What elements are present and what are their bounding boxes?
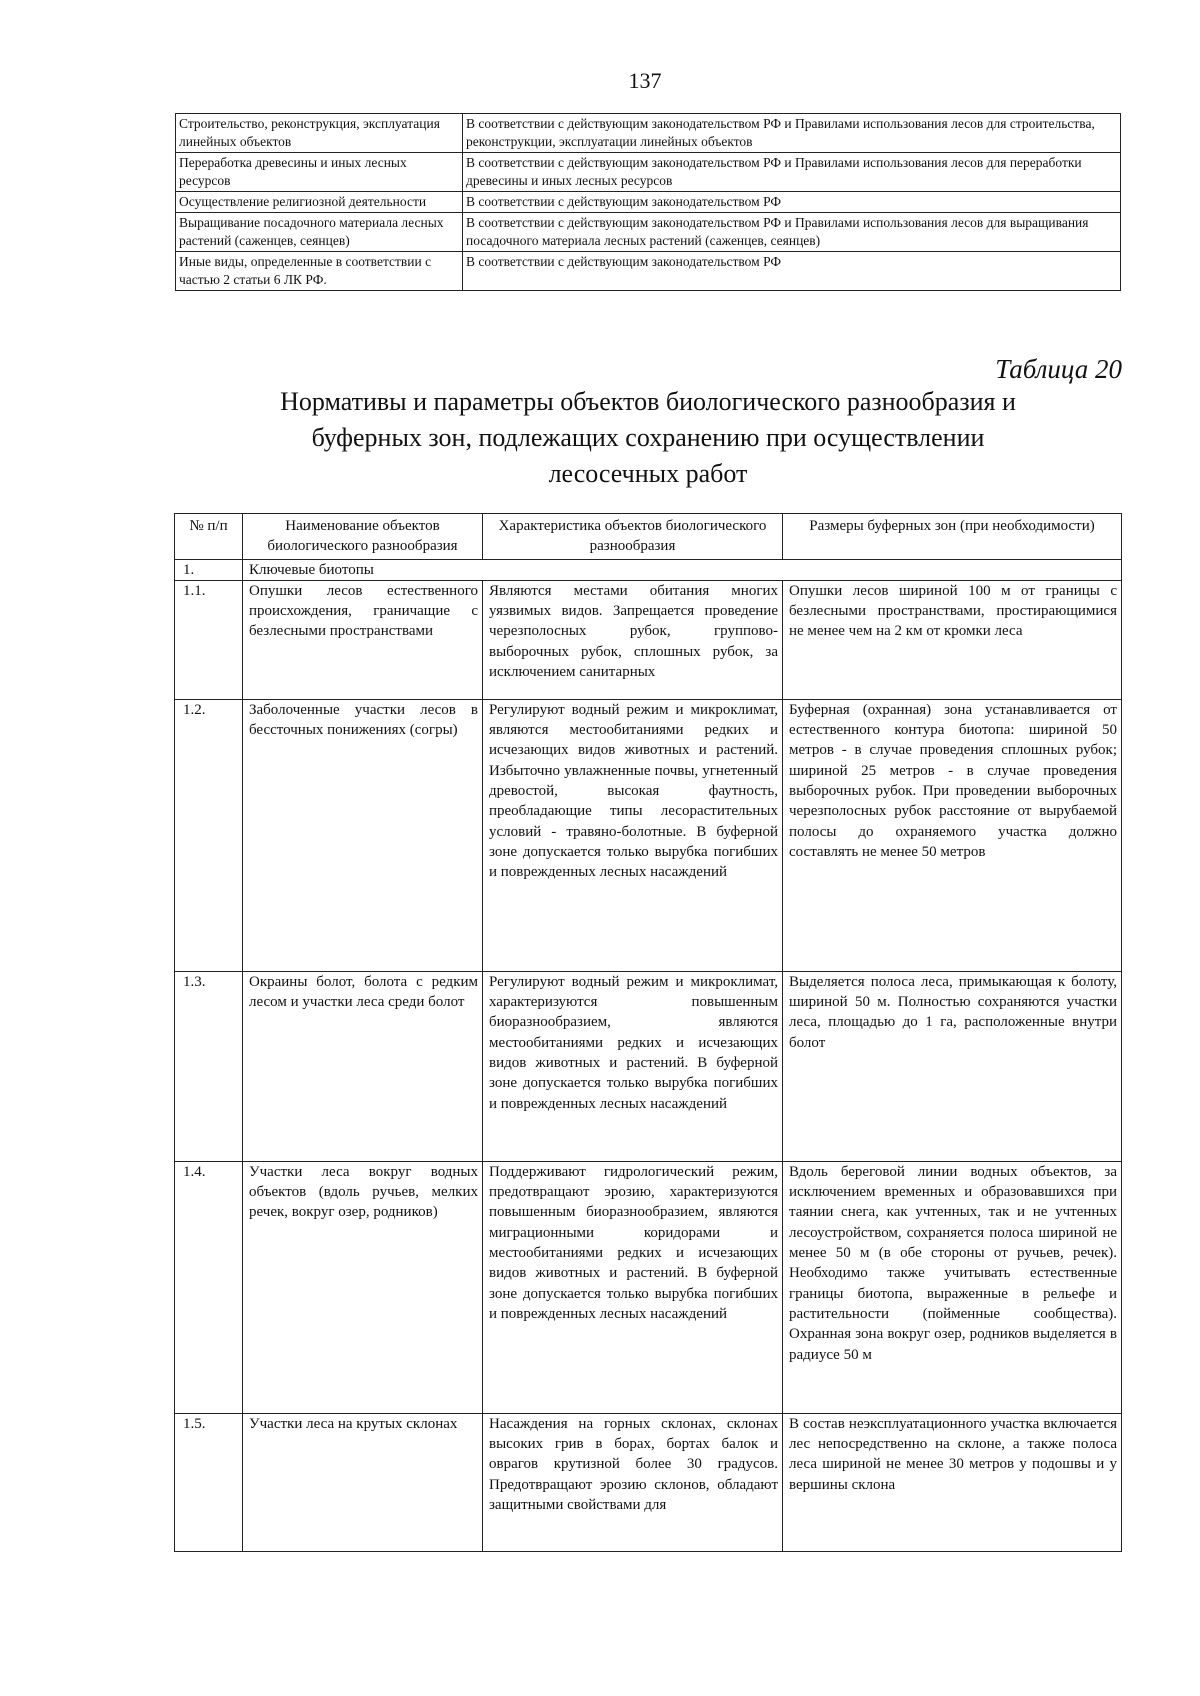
rule-cell: В соответствии с действующим законодательством РФ и Правилами использования лесов для выращивания посадочного материала лесных растений (саженцев, сеянцев) — [463, 213, 1121, 252]
header-characteristic: Характеристика объектов биологического разнообразия — [483, 514, 783, 560]
table-row — [176, 192, 1121, 213]
buffer-size: Опушки лесов шириной 100 м от границы с безлесными пространствами, простирающимися не менее чем на 2 км от кромки леса — [783, 580, 1122, 699]
rule-cell: В соответствии с действующим законодательством РФ — [463, 192, 1121, 213]
object-characteristic: Насаждения на горных склонах, склонах высоких грив в борах, бортах балок и оврагов крутизной более 30 градусов. Предотвращают эрозию склонов, обладают защитными свойствами для — [483, 1413, 783, 1551]
header-name: Наименование объектов биологического разнообразия — [243, 514, 483, 560]
buffer-size: В состав неэксплуатационного участка включается лес непосредственно на склоне, а также полоса леса шириной не менее 30 метров у подошвы и у вершины склона — [783, 1413, 1122, 1551]
table-row — [175, 1161, 1122, 1413]
object-name: Окраины болот, болота с редким лесом и участки леса среди болот — [243, 971, 483, 1161]
table-caption: Таблица 20 — [995, 354, 1122, 384]
document-title: Нормативы и параметры объектов биологического разнообразия и буферных зон, подлежащих сохранению при осуществлении лесосечных работ — [280, 387, 1016, 488]
table-row — [175, 580, 1122, 699]
section-row — [175, 559, 1122, 580]
row-num: 1.5. — [175, 1413, 243, 1551]
table-row — [175, 971, 1122, 1161]
table-header-row — [175, 514, 1122, 560]
row-num: 1.1. — [175, 580, 243, 699]
biodiversity-table — [174, 513, 1122, 1552]
buffer-size: Буферная (охранная) зона устанавливается от естественного контура биотопа: шириной 50 метров - в случае проведения сплошных рубок; шириной 25 метров - в случае проведения выборочных рубок. При проведении выборочных черезполосных рубок расстояние от вырубаемой полосы до охраняемого участка должно составлять не менее 50 метров — [783, 699, 1122, 971]
header-num: № п/п — [175, 514, 243, 560]
table-row — [176, 213, 1121, 252]
activity-cell: Осуществление религиозной деятельности — [176, 192, 463, 213]
row-num: 1.4. — [175, 1161, 243, 1413]
forest-use-table — [175, 113, 1121, 291]
table-row — [176, 114, 1121, 153]
rule-cell: В соответствии с действующим законодательством РФ и Правилами использования лесов для строительства, реконструкции, эксплуатации линейных объектов — [463, 114, 1121, 153]
object-name: Заболоченные участки лесов в бессточных понижениях (согры) — [243, 699, 483, 971]
object-name: Участки леса на крутых склонах — [243, 1413, 483, 1551]
activity-cell: Иные виды, определенные в соответствии с частью 2 статьи 6 ЛК РФ. — [176, 252, 463, 291]
object-name: Участки леса вокруг водных объектов (вдоль ручьев, мелких речек, вокруг озер, родников) — [243, 1161, 483, 1413]
object-characteristic: Регулируют водный режим и микроклимат, характеризуются повышенным биоразнообразием, являются местообитаниями редких и исчезающих видов животных и растений. В буферной зоне допускается только вырубка погибших и поврежденных лесных насаждений — [483, 971, 783, 1161]
table-row — [175, 699, 1122, 971]
buffer-size: Выделяется полоса леса, примыкающая к болоту, шириной 50 м. Полностью сохраняются участки леса, площадью до 1 га, расположенные внутри болот — [783, 971, 1122, 1161]
activity-cell: Строительство, реконструкция, эксплуатация линейных объектов — [176, 114, 463, 153]
table-row — [176, 153, 1121, 192]
section-title: Ключевые биотопы — [243, 559, 1122, 580]
rule-cell: В соответствии с действующим законодательством РФ — [463, 252, 1121, 291]
object-characteristic: Поддерживают гидрологический режим, предотвращают эрозию, характеризуются повышенным биоразнообразием, являются миграционными коридорами и местообитаниями редких и исчезающих видов животных и растений. В буферной зоне допускается только вырубка погибших и поврежденных лесных насаждений — [483, 1161, 783, 1413]
table-row — [176, 252, 1121, 291]
section-num: 1. — [175, 559, 243, 580]
table-row — [175, 1413, 1122, 1551]
activity-cell: Переработка древесины и иных лесных ресурсов — [176, 153, 463, 192]
header-buffer: Размеры буферных зон (при необходимости) — [783, 514, 1122, 560]
row-num: 1.3. — [175, 971, 243, 1161]
activity-cell: Выращивание посадочного материала лесных растений (саженцев, сеянцев) — [176, 213, 463, 252]
object-characteristic: Являются местами обитания многих уязвимых видов. Запрещается проведение черезполосных рубок, группово-выборочных рубок, сплошных рубок, за исключением санитарных — [483, 580, 783, 699]
object-name: Опушки лесов естественного происхождения, граничащие с безлесными пространствами — [243, 580, 483, 699]
object-characteristic: Регулируют водный режим и микроклимат, являются местообитаниями редких и исчезающих видов животных и растений. Избыточно увлажненные почвы, угнетенный древостой, высокая фаутность, преобладающие типы лесорастительных условий - травяно-болотные. В буферной зоне допускается только вырубка погибших и поврежденных лесных насаждений — [483, 699, 783, 971]
buffer-size: Вдоль береговой линии водных объектов, за исключением временных и образовавшихся при таянии снега, как учтенных, так и не учтенных лесоустройством, сохраняется полоса шириной не менее 50 м (в обе стороны от ручьев, речек). Необходимо также учитывать естественные границы биотопа, выраженные в рельефе и растительности (пойменные сообщества). Охранная зона вокруг озер, родников выделяется в радиусе 50 м — [783, 1161, 1122, 1413]
rule-cell: В соответствии с действующим законодательством РФ и Правилами использования лесов для переработки древесины и иных лесных ресурсов — [463, 153, 1121, 192]
row-num: 1.2. — [175, 699, 243, 971]
page-number: 137 — [628, 68, 662, 93]
